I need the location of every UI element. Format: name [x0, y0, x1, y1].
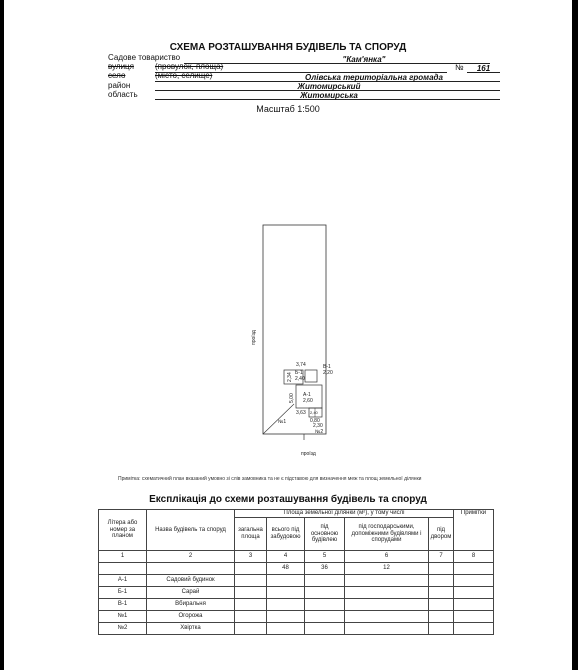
- header-notes: Примітки: [454, 510, 494, 551]
- dim-b1-area: 2,40: [295, 376, 305, 382]
- row-name: Хвіртка: [147, 623, 235, 635]
- table-row: [99, 611, 494, 623]
- dim-v1-dim: 2,20: [323, 370, 333, 376]
- label-fence: №1: [278, 419, 287, 425]
- plot-bottom-label: проїзд: [301, 451, 316, 457]
- column-number: 4: [267, 551, 305, 563]
- row-code: №1: [99, 611, 147, 623]
- column-number: 1: [99, 551, 147, 563]
- label-gate: №2: [315, 429, 324, 435]
- row-code: №2: [99, 623, 147, 635]
- dim-a1-side: 5,00: [289, 393, 295, 403]
- column-number-row: [99, 551, 494, 563]
- header-label-street: вулиця: [108, 62, 134, 71]
- header-auxiliary: під господарськими, допоміжними будівлями і спорудами: [345, 518, 429, 551]
- table-row: [99, 623, 494, 635]
- dim-b1-side: 2,34: [287, 372, 293, 382]
- totals-cell: [147, 563, 235, 575]
- totals-row: [99, 563, 494, 575]
- row-name: Сарай: [147, 587, 235, 599]
- header-value-district: Житомирський: [297, 82, 361, 91]
- table-row: [99, 587, 494, 599]
- header-label-village: село: [108, 71, 126, 80]
- table-row: [99, 599, 494, 611]
- header-area-group: Площа земельної ділянки (м²), у тому числі: [235, 510, 454, 518]
- dim-small-code: 2,40: [310, 410, 318, 415]
- row-name: Огорожа: [147, 611, 235, 623]
- row-code: А-1: [99, 575, 147, 587]
- table-row: [99, 575, 494, 587]
- totals-cell: 48: [267, 563, 305, 575]
- column-number: 8: [454, 551, 494, 563]
- totals-cell: [235, 563, 267, 575]
- dim-v1-code: В-1: [323, 364, 331, 370]
- document-page: [4, 0, 572, 670]
- row-name: Садовий будинок: [147, 575, 235, 587]
- header-value-region: Житомирська: [300, 91, 358, 100]
- dim-a1-area: 2,60: [303, 398, 313, 404]
- column-number: 5: [305, 551, 345, 563]
- column-number: 2: [147, 551, 235, 563]
- header-main-building: під основною будівлею: [305, 518, 345, 551]
- scale-label: Масштаб 1:500: [256, 104, 320, 114]
- plan-note: Примітка: схематичний план вказаний умовно зі слів замовника та не є підставою для визначення меж та площ земельної ділянки: [118, 476, 422, 482]
- totals-cell: 12: [345, 563, 429, 575]
- row-code: Б-1: [99, 587, 147, 599]
- building-v1: [305, 370, 317, 382]
- header-label-society: Садове товариство: [108, 53, 181, 62]
- header-name: Назва будівель та споруд: [147, 510, 235, 551]
- site-plan: [4, 0, 572, 470]
- header-village-hint: (місто, селище): [155, 71, 213, 80]
- header-yard: під двором: [429, 518, 454, 551]
- column-number: 7: [429, 551, 454, 563]
- totals-cell: [99, 563, 147, 575]
- row-code: В-1: [99, 599, 147, 611]
- header-label-region: область: [108, 90, 138, 99]
- table-title: Експлікація до схеми розташування будівель та споруд: [149, 494, 427, 505]
- plot-side-label: проїзд: [251, 330, 257, 345]
- header-built-area: всього під забудовою: [267, 518, 305, 551]
- dim-a1-code: А-1: [303, 392, 311, 398]
- dim-b1-code: Б-1: [295, 370, 303, 376]
- header-number-value: 161: [476, 64, 491, 73]
- header-value-society: "Кам'янка": [342, 55, 386, 64]
- explication-table: [98, 509, 494, 635]
- header-code: Літера або номер за планом: [99, 510, 147, 551]
- header-total-area: загальна площа: [235, 518, 267, 551]
- dim-b1-top: 3,74: [296, 362, 306, 368]
- header-number-label: №: [455, 63, 464, 72]
- row-name: Вбиральня: [147, 599, 235, 611]
- header-label-district: район: [108, 81, 131, 90]
- totals-cell: 36: [305, 563, 345, 575]
- dim-small: 0,80: [310, 418, 320, 424]
- column-number: 3: [235, 551, 267, 563]
- totals-cell: [429, 563, 454, 575]
- totals-cell: [454, 563, 494, 575]
- document-title: СХЕМА РОЗТАШУВАННЯ БУДІВЕЛЬ ТА СПОРУД: [169, 42, 407, 53]
- column-number: 6: [345, 551, 429, 563]
- header-value-village: Олівська територіальна громада: [305, 73, 443, 82]
- dim-a1-bottom: 3,63: [296, 410, 306, 416]
- header-street-hint: (провулок, площа): [155, 62, 224, 71]
- dim-bottom: 2,30: [313, 423, 323, 429]
